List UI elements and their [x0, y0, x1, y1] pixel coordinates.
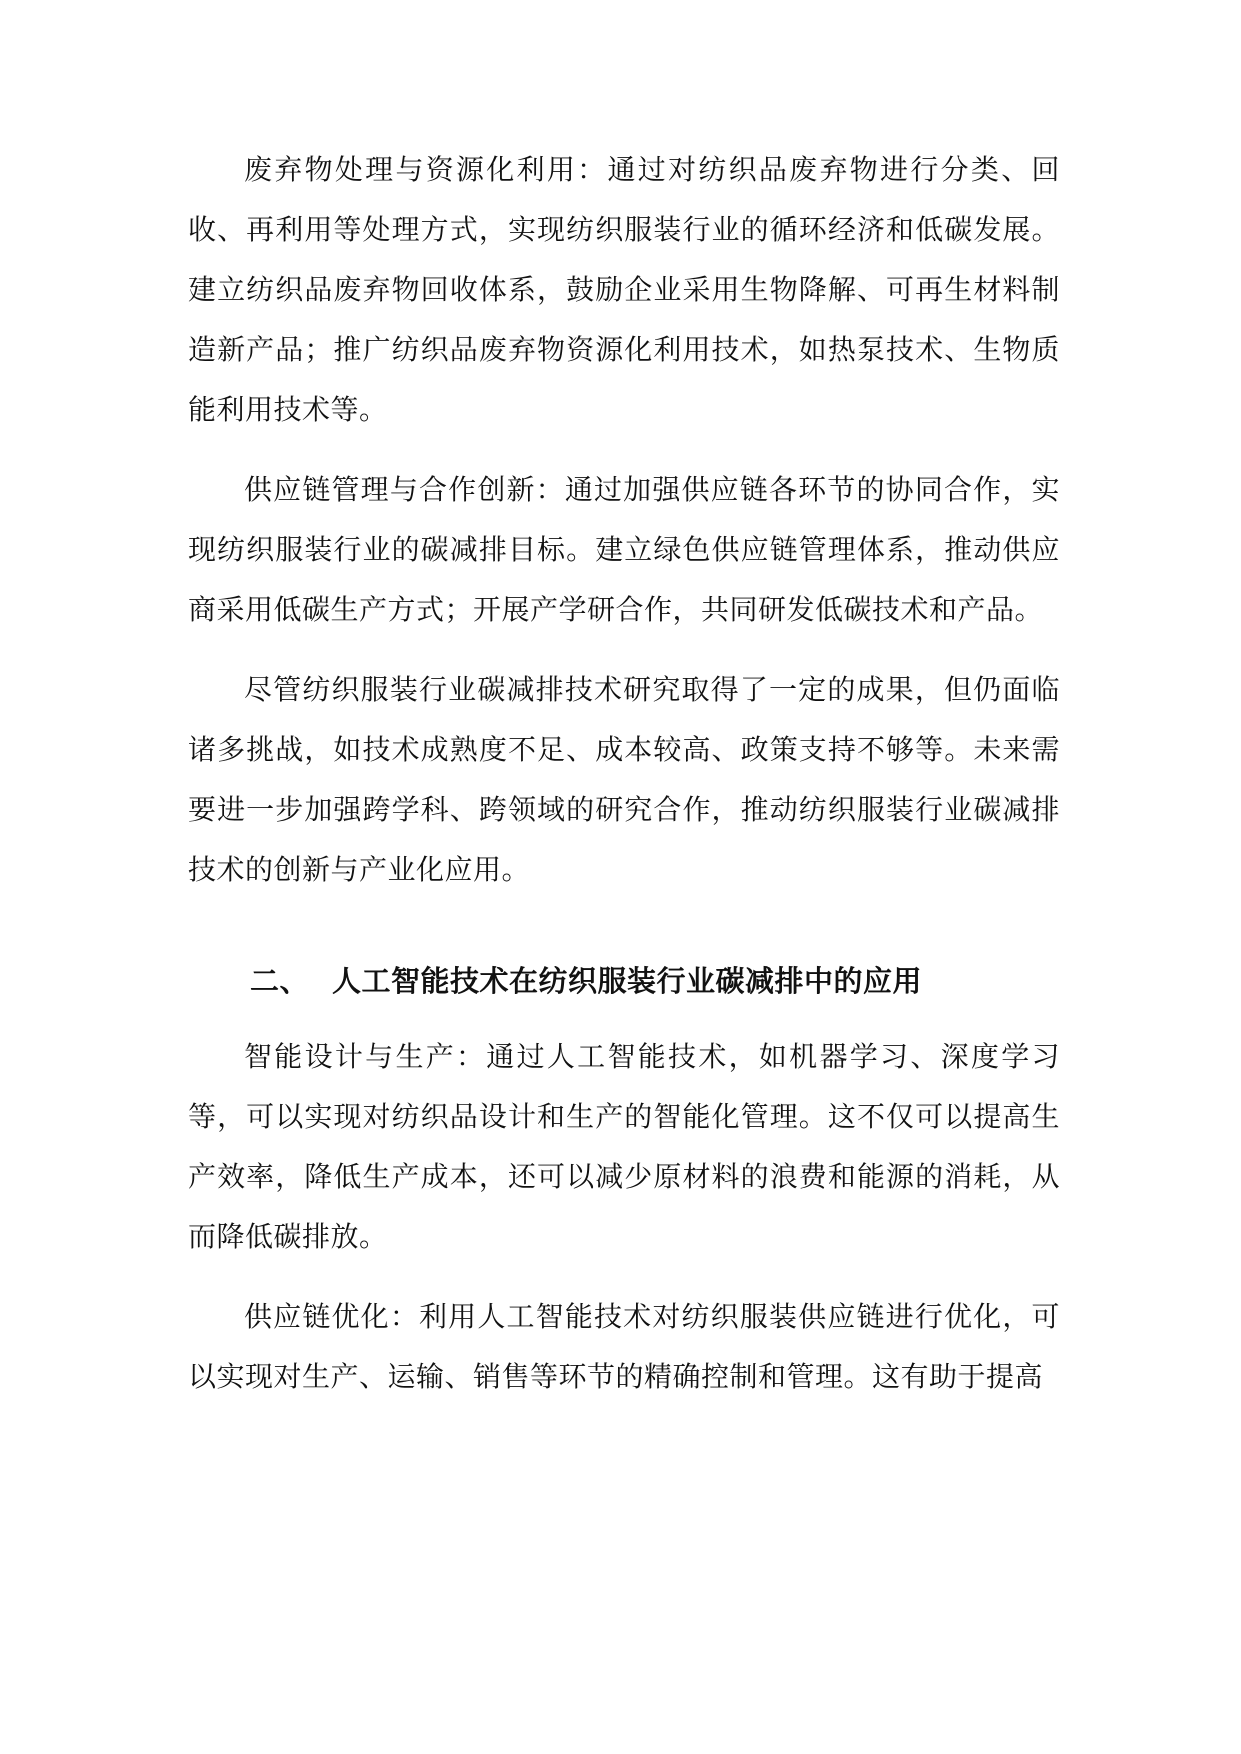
paragraph-smart-design: 智能设计与生产：通过人工智能技术，如机器学习、深度学习等，可以实现对纺织品设计和生产的智能化管理。这不仅可以提高生产效率，降低生产成本，还可以减少原材料的浪费和能源的消耗，从而降低碳排放。 — [188, 1040, 1060, 1253]
paragraph-supply-chain-cooperation: 供应链管理与合作创新：通过加强供应链各环节的协同合作，实现纺织服装行业的碳减排目标。建立绿色供应链管理体系，推动供应商采用低碳生产方式；开展产学研合作，共同研发低碳技术和产品。 — [188, 473, 1060, 626]
paragraph-challenges: 尽管纺织服装行业碳减排技术研究取得了一定的成果，但仍面临诸多挑战，如技术成熟度不足、成本较高、政策支持不够等。未来需要进一步加强跨学科、跨领域的研究合作，推动纺织服装行业碳减排技术的创新与产业化应用。 — [188, 673, 1060, 886]
section-title: 人工智能技术在纺织服装行业碳减排中的应用 — [332, 964, 923, 998]
section-number: 二、 — [250, 964, 310, 998]
document-page — [188, 140, 1060, 1407]
paragraph-supply-chain-optimization: 供应链优化：利用人工智能技术对纺织服装供应链进行优化，可以实现对生产、运输、销售等环节的精确控制和管理。这有助于提高 — [188, 1300, 1060, 1393]
paragraph-waste-treatment: 废弃物处理与资源化利用：通过对纺织品废弃物进行分类、回收、再利用等处理方式，实现纺织服装行业的循环经济和低碳发展。建立纺织品废弃物回收体系，鼓励企业采用生物降解、可再生材料制造新产品；推广纺织品废弃物资源化利用技术，如热泵技术、生物质能利用技术等。 — [188, 153, 1060, 426]
section-heading — [188, 957, 1060, 1005]
